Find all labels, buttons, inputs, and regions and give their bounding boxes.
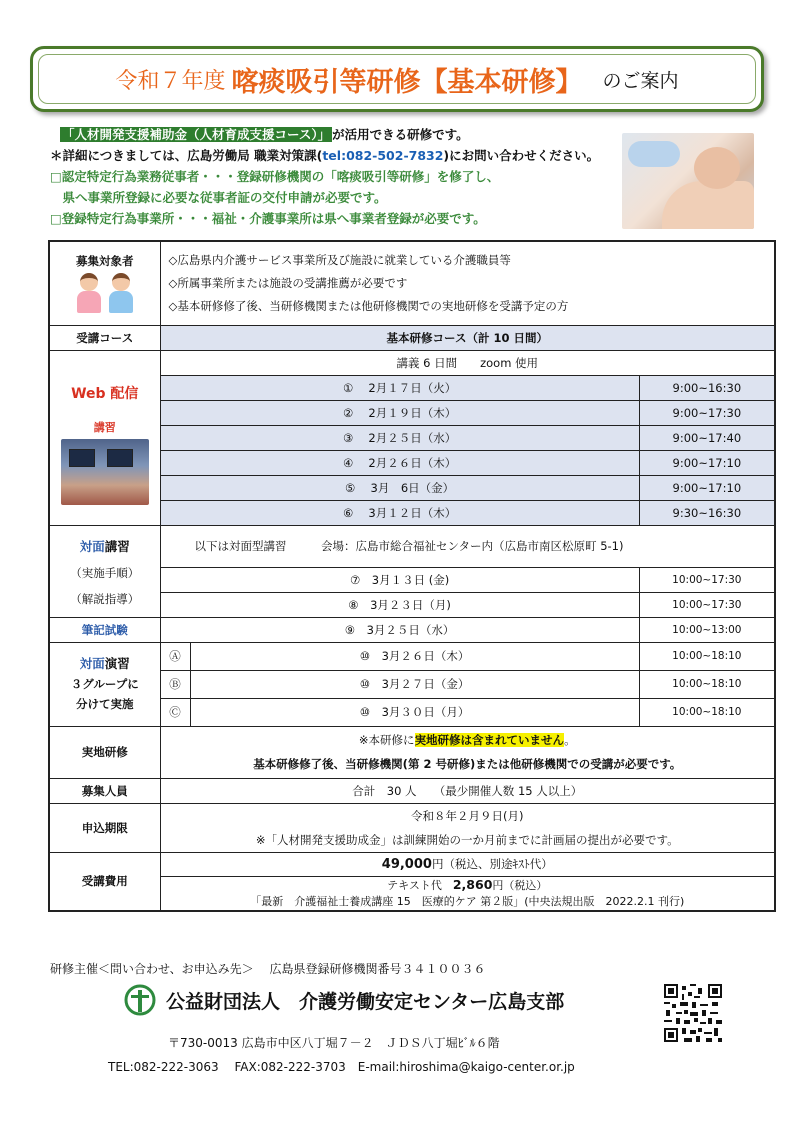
- exam-time: 10:00~13:00: [639, 617, 775, 642]
- org-name: 公益財団法人 介護労働安定センター広島支部: [166, 990, 565, 1013]
- group-marker: Ⓐ: [160, 642, 190, 670]
- practice-time: 10:00~18:10: [639, 670, 775, 698]
- glove-shape: [628, 141, 680, 167]
- onsite-label: 実地研修: [49, 726, 160, 778]
- practice-time: 10:00~18:10: [639, 642, 775, 670]
- web-label: Web 配信: [71, 385, 139, 402]
- practice-label-rest: 演習: [104, 656, 130, 671]
- face-header-row: [49, 525, 775, 567]
- fee-row: [49, 852, 775, 876]
- web-date: ③ 2月２５日（水）: [160, 425, 639, 450]
- web-time: 9:00~16:30: [639, 375, 775, 400]
- training-photo: [622, 133, 754, 229]
- fee-label: 受講費用: [49, 852, 160, 911]
- text-amount: 2,860: [452, 876, 493, 892]
- org-logo-icon: [124, 984, 156, 1016]
- web-date: ② 2月１９日（木）: [160, 400, 639, 425]
- face-date: ⑦ 3月１３日 (金): [160, 567, 639, 592]
- course-label: 受講コース: [49, 325, 160, 350]
- capacity-value: 合計 30 人 （最少開催人数 15 人以上）: [160, 778, 775, 803]
- title-inner: [38, 54, 756, 104]
- staff-illustration: [56, 273, 154, 313]
- note1-line2: 県へ事業所登録に必要な従事者証の交付申請が必要です。: [50, 190, 387, 205]
- target-row: [49, 241, 775, 325]
- face-date: ⑧ 3月２３日（月): [160, 592, 639, 617]
- organizer-line: 研修主催＜問い合わせ、お申込み先＞ 広島県登録研修機関番号３４１００３６: [50, 962, 486, 976]
- web-sub: 講習: [93, 420, 116, 434]
- capacity-row: [49, 778, 775, 803]
- onsite-cell: [160, 726, 775, 778]
- title-box: [30, 46, 764, 112]
- staff-figure-1: [75, 273, 103, 313]
- onsite-row: [49, 726, 775, 778]
- target-label-cell: [49, 241, 160, 325]
- fee-amount: 49,000: [381, 857, 432, 872]
- target-item: ◇基本研修修了後、当研修機関または他研修機関での実地研修を受講予定の方: [168, 298, 569, 313]
- mannequin-head: [694, 147, 740, 189]
- onsite-post: 。: [564, 733, 576, 747]
- address: 〒730-0013 広島市中区八丁堀７－２ ＪＤＳ八丁堀ﾋﾞﾙ６階: [168, 1036, 500, 1050]
- face-label-blue: 対面: [79, 539, 105, 554]
- deadline-cell: [160, 803, 775, 852]
- exam-row: [49, 617, 775, 642]
- target-items-cell: [160, 241, 775, 325]
- group-marker: Ⓒ: [160, 698, 190, 726]
- text-book: 「最新 介護福祉士養成講座 15 医療的ケア 第２版」(中央法規出版 2022.2.1 刊行): [250, 894, 685, 908]
- exam-label: 筆記試験: [49, 617, 160, 642]
- detail-pre: ＊詳細につきましては、広島労働局 職業対策課(: [50, 148, 323, 163]
- course-row: [49, 325, 775, 350]
- face-header: 以下は対面型講習 会場：広島市総合福祉センター内（広島市南区松原町 5-1): [160, 525, 775, 567]
- face-label-cell: [49, 525, 160, 617]
- web-date: ⑤ 3月 6日（金）: [160, 475, 639, 500]
- tel-link[interactable]: tel:082-502-7832: [322, 148, 444, 163]
- fee-rest: 円（税込、別途ｷｽﾄ代）: [431, 857, 553, 871]
- practice-sub1: ３グループに: [70, 677, 139, 691]
- onsite-highlight: 実地研修は含まれていません: [414, 733, 565, 747]
- practice-label-blue: 対面: [79, 656, 105, 671]
- contact-line[interactable]: TEL:082-222-3063 FAX:082-222-3703 E-mail:hiroshima@kaigo-center.or.jp: [108, 1060, 575, 1074]
- org-block: [124, 984, 564, 1016]
- deadline-note: ※「人材開発支援助成金」は訓練開始の一か月前までに計画届の提出が必要です。: [255, 832, 679, 847]
- web-time: 9:00~17:10: [639, 450, 775, 475]
- web-header: 講義 6 日間 zoom 使用: [160, 350, 775, 375]
- title-main: 喀痰吸引等研修【基本研修】: [231, 66, 583, 98]
- web-date: ⑥ 3月１２日（木）: [160, 500, 639, 525]
- qr-code-icon[interactable]: [664, 984, 722, 1042]
- onsite-line1: [167, 728, 769, 752]
- practice-sub2: 分けて実施: [76, 697, 134, 711]
- title-year: 令和７年度: [115, 68, 226, 94]
- web-time: 9:30~16:30: [639, 500, 775, 525]
- onsite-line2: 基本研修修了後、当研修機関(第 2 号研修)または他研修機関での受講が必要です。: [253, 757, 682, 771]
- group-marker: Ⓑ: [160, 670, 190, 698]
- web-label-cell: [49, 350, 160, 525]
- text-pre: テキスト代: [387, 878, 442, 892]
- subsidy-highlight: 「人材開発支援補助金（人材育成支援コース）」: [62, 127, 331, 142]
- deadline-label: 申込期限: [49, 803, 160, 852]
- note2: □登録特定行為事業所・・・福祉・介護事業所は県へ事業者登録が必要です。: [50, 211, 486, 226]
- web-time: 9:00~17:30: [639, 400, 775, 425]
- practice-date: ⑩ 3月２６日（木）: [190, 642, 639, 670]
- course-value: 基本研修コース（計 10 日間）: [160, 325, 775, 350]
- web-date: ④ 2月２６日（木）: [160, 450, 639, 475]
- text-rest: 円（税込）: [492, 878, 548, 892]
- detail-post: )にお問い合わせください。: [443, 148, 600, 163]
- mannequin-body: [662, 181, 754, 229]
- subsidy-rest: が活用できる研修です。: [332, 127, 469, 142]
- web-time: 9:00~17:10: [639, 475, 775, 500]
- exam-date: ⑨ 3月２５日（水）: [160, 617, 639, 642]
- target-item: ◇広島県内介護サービス事業所及び施設に就業している介護職員等: [168, 252, 511, 267]
- practice-date: ⑩ 3月２７日（金）: [190, 670, 639, 698]
- title-suffix: のご案内: [602, 69, 679, 92]
- web-time: 9:00~17:40: [639, 425, 775, 450]
- face-sub2: （解説指導）: [70, 592, 140, 606]
- deadline-row: [49, 803, 775, 852]
- practice-time: 10:00~18:10: [639, 698, 775, 726]
- face-time: 10:00~17:30: [639, 592, 775, 617]
- face-time: 10:00~17:30: [639, 567, 775, 592]
- face-sub1: （実施手順）: [70, 566, 140, 580]
- target-label: 募集対象者: [76, 254, 134, 269]
- practice-date: ⑩ 3月３０日（月）: [190, 698, 639, 726]
- target-item: ◇所属事業所または施設の受講推薦が必要です: [168, 275, 408, 290]
- deadline-value: 令和８年２月９日(月): [411, 808, 524, 823]
- web-header-row: [49, 350, 775, 375]
- course-table: [48, 240, 776, 912]
- fee-cell: [160, 852, 775, 876]
- subsidy-line: [50, 124, 610, 145]
- detail-line: [50, 145, 610, 166]
- staff-figure-2: [107, 273, 135, 313]
- note1-line1: □認定特定行為業務従事者・・・登録研修機関の「喀痰吸引等研修」を修了し、: [50, 169, 500, 184]
- text-fee-cell: [160, 876, 775, 911]
- face-label-rest: 講習: [104, 539, 130, 554]
- onsite-pre: ※本研修に: [358, 733, 415, 747]
- web-date: ① 2月１７日（火）: [160, 375, 639, 400]
- practice-label-cell: [49, 642, 160, 726]
- capacity-label: 募集人員: [49, 778, 160, 803]
- practice-row: [49, 642, 775, 670]
- web-lecture-photo: [61, 439, 149, 505]
- intro-block: [50, 124, 610, 229]
